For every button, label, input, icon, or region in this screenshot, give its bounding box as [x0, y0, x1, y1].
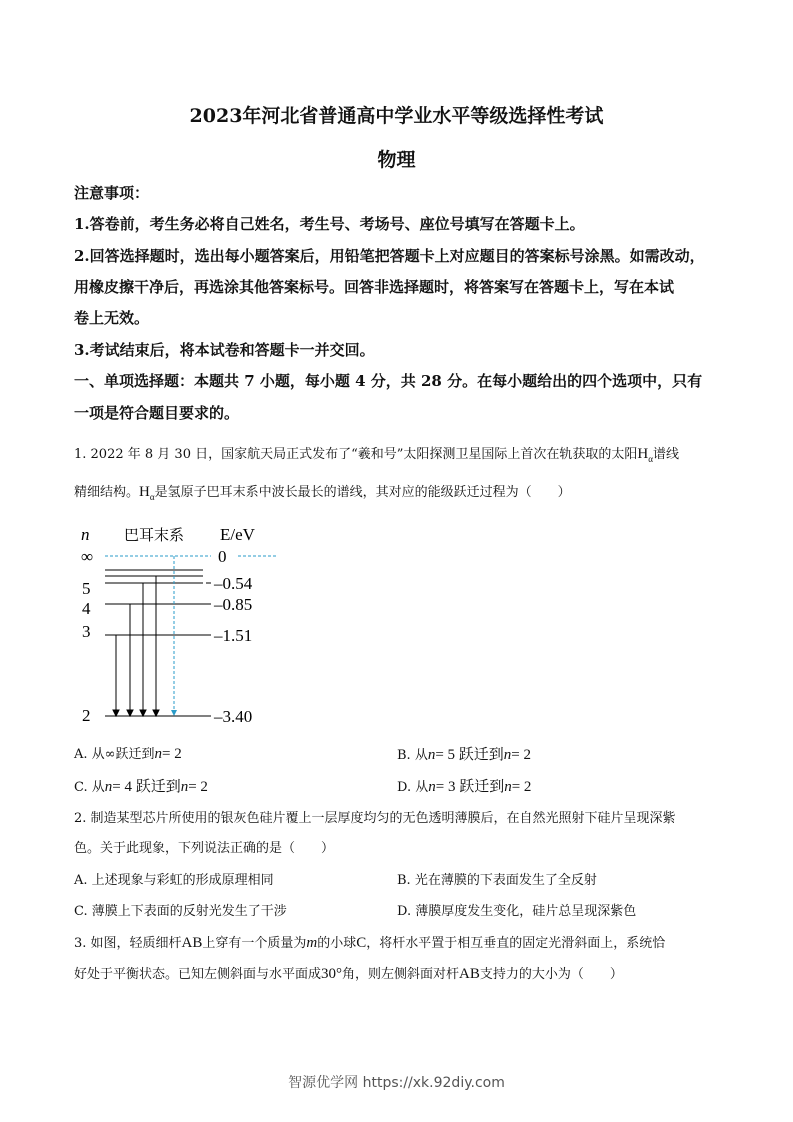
- level-inf-energy: 0: [218, 547, 227, 566]
- notes-item-2-line-1: 2.回答选择题时，选出每小题答案后，用铅笔把答题卡上对应题目的答案标号涂黑。如需改动，: [74, 247, 705, 265]
- q3-line-2: 好处于平衡状态。已知左侧斜面与水平面成30°角，则左侧斜面对杆AB支持力的大小为（ ）: [74, 966, 623, 982]
- level-5-n: 5: [82, 579, 91, 598]
- section-heading-line-1: 一、单项选择题：本题共 7 小题，每小题 4 分，共 28 分。在每小题给出的四个选项中，只有: [74, 372, 703, 390]
- subject-title: 物理: [377, 149, 416, 171]
- q1-text-1a: 1. 2022 年 8 月 30 日，国家航天局正式发布了“羲和号”太阳探测卫星国际上首次在轨获取的太阳: [74, 447, 638, 462]
- q1-line-1: [74, 443, 679, 464]
- q1-option-a[interactable]: A. 从∞跃迁到n= 2: [74, 746, 182, 762]
- q1-option-b[interactable]: B. 从n= 5 跃迁到n= 2: [397, 747, 532, 763]
- n-axis-label: n: [81, 525, 90, 544]
- balmer-series-label: 巴耳末系: [124, 528, 185, 544]
- notes-item-1: 1.答卷前，考生务必将自己姓名，考生号、考场号、座位号填写在答题卡上。: [74, 215, 585, 233]
- q3-line-1: 3. 如图，轻质细杆AB上穿有一个质量为m的小球C，将杆水平置于相互垂直的固定光滑斜面上，系统恰: [74, 935, 666, 951]
- q2-line-2: 色。关于此现象，下列说法正确的是（ ）: [74, 841, 335, 856]
- q1-text-2b: 是氢原子巴耳末系中波长最长的谱线，其对应的能级跃迁过程为（ ）: [154, 485, 571, 500]
- notes-heading: 注意事项：: [74, 184, 150, 202]
- section-heading-line-2: 一项是符合题目要求的。: [74, 404, 240, 422]
- energy-axis-label: E/eV: [220, 525, 255, 544]
- level-3-n: 3: [82, 622, 91, 641]
- q1-text-2a: 精细结构。: [74, 485, 140, 500]
- angle-value: 30°: [321, 966, 343, 982]
- q2-option-b[interactable]: B. 光在薄膜的下表面发生了全反射: [397, 873, 597, 888]
- arrowhead-6-to-2: [153, 710, 159, 716]
- notes-item-2-line-2: 用橡皮擦干净后，再选涂其他答案标号。回答非选择题时，将答案写在答题卡上，写在本试: [74, 278, 675, 296]
- level-4-energy: –0.85: [214, 595, 253, 614]
- footer-watermark[interactable]: 智源优学网 https://xk.92diy.com: [288, 1075, 505, 1091]
- arrowhead-inf-to-2: [171, 710, 177, 716]
- arrowhead-3-to-2: [113, 710, 119, 716]
- q1-option-d[interactable]: D. 从n= 3 跃迁到n= 2: [397, 779, 532, 795]
- level-3-energy: –1.51: [214, 626, 253, 645]
- exam-title: 2023年河北省普通高中学业水平等级选择性考试: [189, 105, 604, 127]
- level-2-n: 2: [82, 706, 91, 725]
- level-4-n: 4: [82, 599, 91, 618]
- arrowhead-4-to-2: [127, 710, 133, 716]
- ball-label-c: C: [356, 935, 367, 951]
- notes-item-2-line-3: 卷上无效。: [74, 309, 150, 327]
- level-5-energy: –0.54: [214, 574, 253, 593]
- arrowhead-5-to-2: [140, 710, 146, 716]
- q2-option-d[interactable]: D. 薄膜厚度发生变化，硅片总呈现深紫色: [397, 904, 637, 919]
- mass-symbol: m: [306, 935, 318, 951]
- q1-option-c[interactable]: C. 从n= 4 跃迁到n= 2: [74, 779, 208, 795]
- energy-level-diagram: [70, 518, 280, 728]
- q1-line-2: [74, 481, 571, 502]
- q2-option-a[interactable]: A. 上述现象与彩虹的形成原理相同: [74, 873, 274, 888]
- h-alpha-symbol: $H_\alpha$: [139, 484, 155, 502]
- level-inf-n: ∞: [81, 547, 94, 566]
- rod-label-ab: AB: [459, 966, 480, 982]
- q1-text-1b: 谱线: [652, 447, 679, 462]
- notes-item-3: 3.考试结束后，将本试卷和答题卡一并交回。: [74, 341, 375, 359]
- level-2-energy: –3.40: [214, 707, 253, 726]
- q2-option-c[interactable]: C. 薄膜上下表面的反射光发生了干涉: [74, 904, 287, 919]
- rod-label-ab: AB: [181, 935, 203, 951]
- q2-line-1: 2. 制造某型芯片所使用的银灰色硅片覆上一层厚度均匀的无色透明薄膜后，在自然光照射下硅片呈现深紫: [74, 811, 676, 826]
- h-alpha-symbol: $H_\alpha$: [637, 446, 653, 464]
